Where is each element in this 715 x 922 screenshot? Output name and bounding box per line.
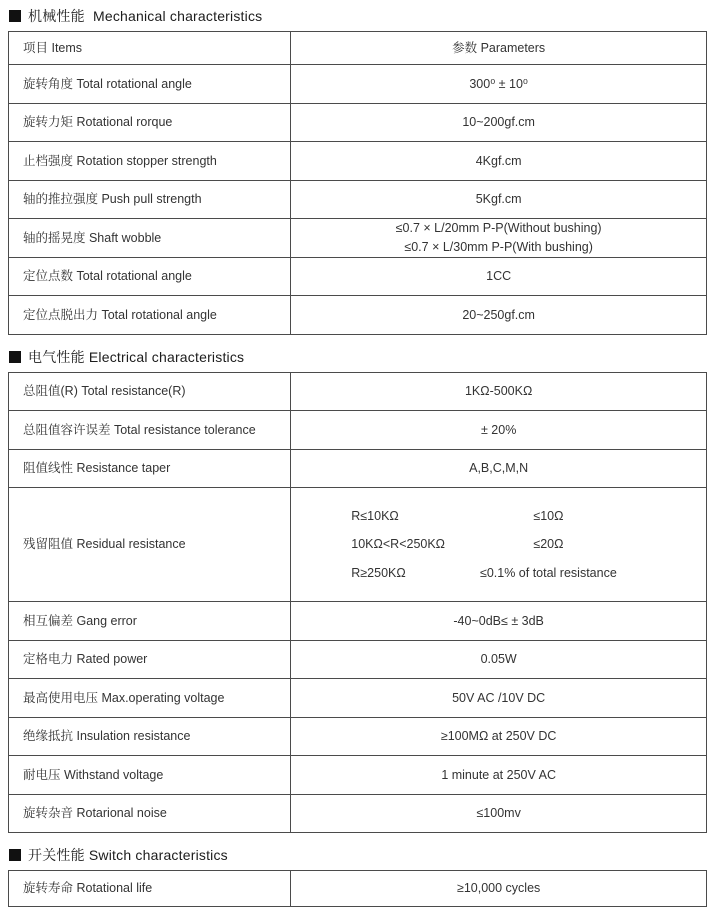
item-cell: 旋转力矩 Rotational rorque	[9, 104, 291, 142]
section-switch	[8, 846, 707, 907]
value-cell: 0.05W	[480, 652, 517, 667]
switch-table	[8, 870, 707, 907]
condition-value: ≤10Ω	[533, 509, 564, 524]
table-row-residual-resistance	[9, 487, 706, 601]
table-row	[9, 410, 706, 449]
section-marker-icon	[9, 849, 21, 861]
value-line: ≤0.7 × L/30mm P-P(With bushing)	[404, 239, 593, 254]
item-cell: 总阻值(R) Total resistance(R)	[9, 373, 291, 411]
table-row	[9, 449, 706, 488]
item-cell: 绝缘抵抗 Insulation resistance	[9, 718, 291, 756]
table-row-shaft-wobble	[9, 218, 706, 257]
item-cell: 定位点数 Total rotational angle	[9, 258, 291, 296]
value-cell: 4Kgf.cm	[475, 153, 522, 168]
section-title-text: 开关性能 Switch characteristics	[28, 847, 228, 863]
item-cell: 相互偏差 Gang error	[9, 602, 291, 640]
item-cell: 旋转寿命 Rotational life	[9, 871, 291, 906]
parameters-column-header: 参数 Parameters	[452, 40, 546, 55]
item-cell: 止档强度 Rotation stopper strength	[9, 142, 291, 180]
condition-value: ≤20Ω	[533, 537, 564, 552]
section-title-switch	[9, 846, 707, 864]
section-title-mechanical	[9, 7, 707, 25]
value-cell: 300⁰ ± 10⁰	[469, 76, 528, 91]
mechanical-table	[8, 31, 707, 335]
value-line: ≤0.7 × L/20mm P-P(Without bushing)	[395, 221, 602, 235]
item-cell: 总阻值容许误差 Total resistance tolerance	[9, 411, 291, 449]
item-cell: 旋转角度 Total rotational angle	[9, 65, 291, 103]
item-cell: 阻值线性 Resistance taper	[9, 450, 291, 488]
value-cell: A,B,C,M,N	[469, 461, 529, 476]
table-row	[9, 295, 706, 334]
section-marker-icon	[9, 10, 21, 22]
table-row	[9, 678, 706, 717]
value-cell: 1KΩ-500KΩ	[464, 384, 533, 399]
value-cell: ≥10,000 cycles	[456, 881, 541, 896]
value-cell: ± 20%	[480, 422, 517, 437]
value-cell: 20~250gf.cm	[462, 307, 535, 322]
condition-value: ≤0.1% of total resistance	[479, 565, 617, 580]
value-cell: 1 minute at 250V AC	[441, 767, 556, 782]
table-row	[9, 257, 706, 296]
item-cell: 旋转杂音 Rotarional noise	[9, 795, 291, 833]
section-marker-icon	[9, 351, 21, 363]
table-header-row	[9, 32, 706, 64]
section-title-text: 电气性能 Electrical characteristics	[28, 348, 245, 365]
section-title-electrical	[9, 348, 707, 366]
value-cell: ≤100mv	[476, 806, 521, 821]
section-mechanical	[8, 7, 707, 335]
value-cell	[291, 488, 706, 601]
residual-sub-row	[291, 536, 706, 552]
table-row	[9, 717, 706, 756]
condition: 10KΩ<R<250KΩ	[351, 537, 446, 552]
table-row	[9, 640, 706, 679]
condition: R≥250KΩ	[351, 565, 406, 580]
value-cell	[291, 219, 706, 257]
table-row	[9, 180, 706, 219]
item-cell: 定格电力 Rated power	[9, 641, 291, 679]
value-cell: ≥100MΩ at 250V DC	[440, 729, 557, 744]
table-row	[9, 755, 706, 794]
value-cell: 5Kgf.cm	[475, 192, 522, 207]
section-title-text: 机械性能 Mechanical characteristics	[28, 8, 263, 24]
table-row	[9, 794, 706, 833]
item-cell: 残留阻值 Residual resistance	[9, 488, 291, 601]
table-row	[9, 601, 706, 640]
table-row	[9, 373, 706, 411]
table-row	[9, 64, 706, 103]
value-cell: 50V AC /10V DC	[452, 690, 546, 705]
item-cell: 定位点脱出力 Total rotational angle	[9, 296, 291, 334]
value-cell: 1CC	[486, 269, 512, 284]
electrical-table	[8, 372, 707, 834]
item-cell: 轴的推拉强度 Push pull strength	[9, 181, 291, 219]
item-cell: 轴的摇晃度 Shaft wobble	[9, 219, 291, 257]
table-row	[9, 141, 706, 180]
table-row	[9, 103, 706, 142]
value-cell: 10~200gf.cm	[462, 115, 535, 130]
condition: R≤10KΩ	[351, 509, 399, 524]
items-column-header: 项目 Items	[9, 32, 291, 64]
item-cell: 耐电压 Withstand voltage	[9, 756, 291, 794]
table-row	[9, 871, 706, 906]
residual-sub-row	[291, 508, 706, 524]
value-cell: -40~0dB≤ ± 3dB	[453, 613, 544, 628]
section-electrical	[8, 348, 707, 834]
residual-sub-row	[291, 565, 706, 581]
item-cell: 最高使用电压 Max.operating voltage	[9, 679, 291, 717]
